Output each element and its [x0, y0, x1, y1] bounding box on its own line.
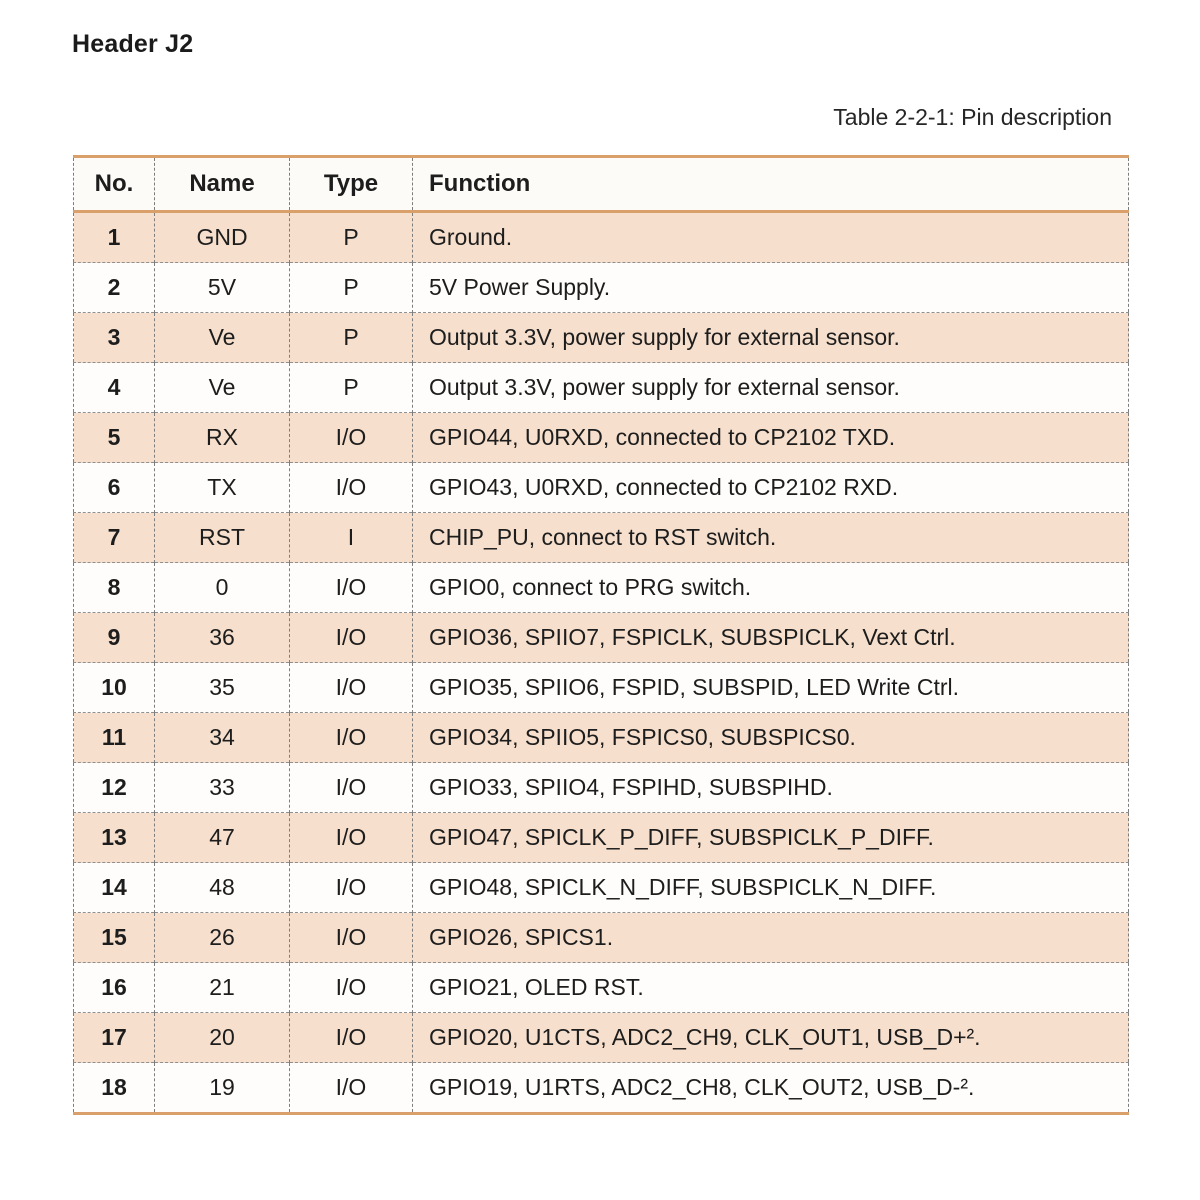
table-header [74, 157, 1129, 212]
pin-type-cell: P [290, 363, 413, 413]
pin-type-cell: I/O [290, 763, 413, 813]
table-row [74, 363, 1129, 413]
table-row [74, 1013, 1129, 1063]
pin-number-cell: 16 [74, 963, 155, 1013]
pin-type-cell: I/O [290, 663, 413, 713]
pin-name-cell: 0 [155, 563, 290, 613]
pin-function-cell: CHIP_PU, connect to RST switch. [413, 513, 1129, 563]
table-row [74, 763, 1129, 813]
pin-type-cell: I/O [290, 713, 413, 763]
pin-name-cell: 21 [155, 963, 290, 1013]
pin-name-cell: GND [155, 212, 290, 263]
pin-number-cell: 3 [74, 313, 155, 363]
table-row [74, 463, 1129, 513]
pin-function-cell: Output 3.3V, power supply for external sensor. [413, 363, 1129, 413]
pin-number-cell: 18 [74, 1063, 155, 1114]
pin-type-cell: I/O [290, 863, 413, 913]
pin-type-cell: P [290, 212, 413, 263]
pin-name-cell: 26 [155, 913, 290, 963]
table-row [74, 863, 1129, 913]
pin-function-cell: Ground. [413, 212, 1129, 263]
table-row [74, 563, 1129, 613]
pin-function-cell: GPIO44, U0RXD, connected to CP2102 TXD. [413, 413, 1129, 463]
table-row [74, 963, 1129, 1013]
pin-name-cell: 5V [155, 263, 290, 313]
pin-number-cell: 1 [74, 212, 155, 263]
pin-number-cell: 12 [74, 763, 155, 813]
pin-number-cell: 5 [74, 413, 155, 463]
pin-number-cell: 8 [74, 563, 155, 613]
pin-type-cell: I/O [290, 813, 413, 863]
pin-number-cell: 10 [74, 663, 155, 713]
table-caption: Table 2-2-1: Pin description [833, 104, 1112, 130]
pin-number-cell: 14 [74, 863, 155, 913]
pin-number-cell: 4 [74, 363, 155, 413]
pin-number-cell: 7 [74, 513, 155, 563]
pin-function-cell: GPIO48, SPICLK_N_DIFF, SUBSPICLK_N_DIFF. [413, 863, 1129, 913]
pin-name-cell: RX [155, 413, 290, 463]
pin-function-cell: GPIO26, SPICS1. [413, 913, 1129, 963]
pin-name-cell: 19 [155, 1063, 290, 1114]
table-row [74, 263, 1129, 313]
table-body [74, 212, 1129, 1114]
pin-name-cell: 33 [155, 763, 290, 813]
pin-number-cell: 2 [74, 263, 155, 313]
pin-function-cell: GPIO35, SPIIO6, FSPID, SUBSPID, LED Write Ctrl. [413, 663, 1129, 713]
column-header-type: Type [290, 157, 413, 212]
pin-function-cell: GPIO21, OLED RST. [413, 963, 1129, 1013]
pin-name-cell: 36 [155, 613, 290, 663]
table-row [74, 663, 1129, 713]
pin-function-cell: 5V Power Supply. [413, 263, 1129, 313]
pin-name-cell: 35 [155, 663, 290, 713]
pin-function-cell: GPIO36, SPIIO7, FSPICLK, SUBSPICLK, Vext Ctrl. [413, 613, 1129, 663]
pin-type-cell: I/O [290, 963, 413, 1013]
pin-function-cell: GPIO47, SPICLK_P_DIFF, SUBSPICLK_P_DIFF. [413, 813, 1129, 863]
table-row [74, 413, 1129, 463]
pin-number-cell: 11 [74, 713, 155, 763]
pin-type-cell: P [290, 313, 413, 363]
pin-type-cell: I/O [290, 1063, 413, 1114]
table-row [74, 713, 1129, 763]
column-header-no: No. [74, 157, 155, 212]
pin-function-cell: GPIO20, U1CTS, ADC2_CH9, CLK_OUT1, USB_D+². [413, 1013, 1129, 1063]
pin-description-table [73, 155, 1129, 1115]
pin-function-cell: Output 3.3V, power supply for external sensor. [413, 313, 1129, 363]
pin-name-cell: TX [155, 463, 290, 513]
pin-function-cell: GPIO0, connect to PRG switch. [413, 563, 1129, 613]
pin-name-cell: RST [155, 513, 290, 563]
pin-number-cell: 9 [74, 613, 155, 663]
pin-type-cell: I/O [290, 613, 413, 663]
pin-function-cell: GPIO19, U1RTS, ADC2_CH8, CLK_OUT2, USB_D-². [413, 1063, 1129, 1114]
pin-type-cell: P [290, 263, 413, 313]
column-header-function: Function [413, 157, 1129, 212]
table-row [74, 613, 1129, 663]
pin-function-cell: GPIO34, SPIIO5, FSPICS0, SUBSPICS0. [413, 713, 1129, 763]
table-row [74, 913, 1129, 963]
pin-type-cell: I/O [290, 463, 413, 513]
pin-type-cell: I/O [290, 563, 413, 613]
pin-name-cell: 34 [155, 713, 290, 763]
pin-name-cell: Ve [155, 363, 290, 413]
table-row [74, 212, 1129, 263]
column-header-name: Name [155, 157, 290, 212]
table-row [74, 813, 1129, 863]
pin-type-cell: I/O [290, 913, 413, 963]
pin-type-cell: I [290, 513, 413, 563]
table-row [74, 313, 1129, 363]
pin-number-cell: 15 [74, 913, 155, 963]
pin-number-cell: 13 [74, 813, 155, 863]
table-row [74, 513, 1129, 563]
pin-name-cell: 47 [155, 813, 290, 863]
pin-function-cell: GPIO33, SPIIO4, FSPIHD, SUBSPIHD. [413, 763, 1129, 813]
pin-number-cell: 6 [74, 463, 155, 513]
pin-function-cell: GPIO43, U0RXD, connected to CP2102 RXD. [413, 463, 1129, 513]
header-row [74, 157, 1129, 212]
pin-number-cell: 17 [74, 1013, 155, 1063]
pin-name-cell: Ve [155, 313, 290, 363]
page-title: Header J2 [72, 30, 194, 58]
table-row [74, 1063, 1129, 1114]
pin-name-cell: 20 [155, 1013, 290, 1063]
pin-name-cell: 48 [155, 863, 290, 913]
pin-type-cell: I/O [290, 1013, 413, 1063]
pin-type-cell: I/O [290, 413, 413, 463]
